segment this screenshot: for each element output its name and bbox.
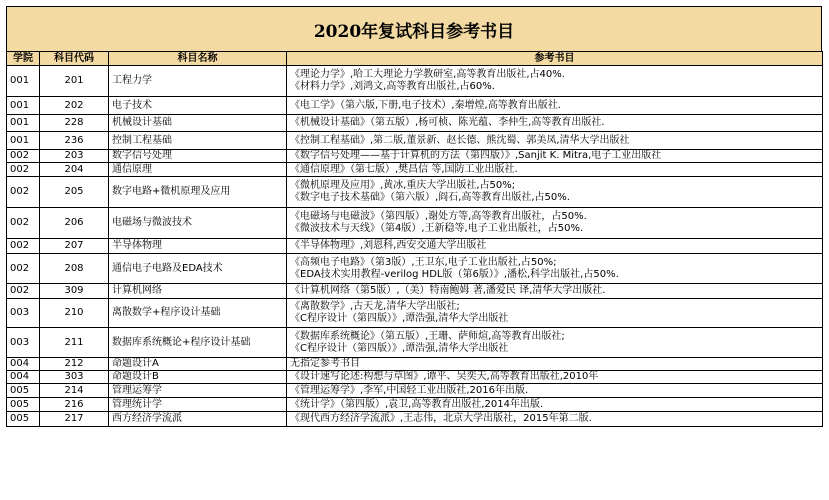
table-row [7,163,823,177]
cell-code: 236 [40,132,109,150]
cell-school: 002 [7,208,40,239]
cell-subject-name: 命题设计B [109,371,287,384]
reference-line: 《数字信号处理——基于计算机的方法（第四版）》,Sanjit K. Mitra,电子工业出版社 [290,150,662,161]
cell-subject-name: 西方经济学流派 [109,412,287,427]
cell-school: 002 [7,150,40,163]
cell-subject-name: 通信电子电路及EDA技术 [109,254,287,284]
cell-reference-books [287,97,823,115]
cell-reference-books [287,150,823,163]
cell-school: 001 [7,97,40,115]
cell-school: 003 [7,299,40,328]
cell-code: 217 [40,412,109,427]
cell-school: 001 [7,132,40,150]
reference-line: 《设计速写论述:构想与草图》,谭平、吴奕天,高等教育出版社,2010年 [290,371,599,382]
reference-line: 《C程序设计（第四版）》,谭浩强,清华大学出版社 [290,342,509,354]
header-name: 科目名称 [109,52,287,66]
reference-line: 《数字电子技术基础》（第六版）,阎石,高等教育出版社,占50%. [290,192,570,203]
cell-subject-name: 数字信号处理 [109,150,287,163]
reference-line: 《计算机网络（第5版）,（美）特南鲍姆 著,潘爱民 译,清华大学出版社. [290,285,606,296]
cell-subject-name: 命题设计A [109,358,287,371]
cell-reference-books [287,284,823,299]
header-school: 学院 [7,52,40,66]
cell-subject-name: 半导体物理 [109,239,287,254]
cell-code: 203 [40,150,109,163]
reference-line: 《电工学》（第六版,下册,电子技术）,秦增煌,高等教育出版社. [290,99,561,111]
table-row [7,371,823,384]
cell-reference-books [287,299,823,328]
cell-school: 005 [7,398,40,412]
cell-reference-books [287,412,823,427]
cell-subject-name: 管理统计学 [109,398,287,412]
cell-code: 228 [40,115,109,132]
cell-reference-books [287,177,823,208]
reference-line: 《通信原理》（第七版）,樊昌信 等,国防工业出版社. [290,163,518,175]
header-row [7,52,823,66]
cell-code: 201 [40,66,109,97]
cell-reference-books [287,328,823,358]
reference-line: 《高频电子电路》（第3版）,王卫东,电子工业出版社,占50%; [290,256,557,268]
cell-code: 204 [40,163,109,177]
reference-line: 《离散数学》,古天龙,清华大学出版社; [290,301,460,312]
cell-code: 208 [40,254,109,284]
cell-reference-books [287,208,823,239]
table-row [7,284,823,299]
reference-line: 《电磁场与电磁波》（第四版）,谢处方等,高等教育出版社，占50%. [290,211,587,222]
cell-subject-name: 数字电路+微机原理及应用 [109,177,287,208]
cell-subject-name: 离散数学+程序设计基础 [109,299,287,328]
cell-school: 003 [7,328,40,358]
reference-line: 《EDA技术实用教程-verilog HDL版（第6版）》,潘松,科学出版社,占50%. [290,268,619,280]
cell-subject-name: 机械设计基础 [109,115,287,132]
table-row [7,358,823,371]
cell-code: 212 [40,358,109,371]
table-row [7,384,823,398]
cell-reference-books [287,115,823,132]
table-row [7,66,823,97]
header-code: 科目代码 [40,52,109,66]
cell-code: 205 [40,177,109,208]
page-title: 2020年复试科目参考书目 [6,6,822,51]
cell-school: 002 [7,163,40,177]
cell-subject-name: 工程力学 [109,66,287,97]
cell-reference-books [287,66,823,97]
cell-reference-books [287,132,823,150]
reference-line: 《机械设计基础》（第五版）,杨可桢、陈光蕴、李仲生,高等教育出版社. [290,117,605,128]
cell-code: 211 [40,328,109,358]
reference-line: 无指定参考书目 [290,358,360,369]
cell-subject-name: 电子技术 [109,97,287,115]
cell-reference-books [287,163,823,177]
cell-school: 004 [7,371,40,384]
table-row [7,239,823,254]
cell-code: 214 [40,384,109,398]
cell-school: 002 [7,254,40,284]
cell-subject-name: 通信原理 [109,163,287,177]
table-row [7,299,823,328]
table-row [7,398,823,412]
reference-line: 《统计学》（第四版）,袁卫,高等教育出版社,2014年出版. [290,398,544,410]
cell-school: 001 [7,115,40,132]
reference-line: 《材料力学》,刘鸿文,高等教育出版社,占60%. [290,81,495,92]
cell-code: 206 [40,208,109,239]
cell-school: 002 [7,177,40,208]
cell-code: 309 [40,284,109,299]
cell-reference-books [287,254,823,284]
cell-subject-name: 管理运筹学 [109,384,287,398]
cell-reference-books [287,371,823,384]
reference-line: 《理论力学》,哈工大理论力学教研室,高等教育出版社,占40%. [290,69,565,80]
reference-line: 《控制工程基础》,第二版,董景新、赵长德、熊沈蜀、郭美凤,清华大学出版社 [290,134,630,146]
table-row [7,150,823,163]
cell-school: 001 [7,66,40,97]
reference-table [6,51,823,427]
table-row [7,328,823,358]
cell-subject-name: 控制工程基础 [109,132,287,150]
cell-school: 002 [7,239,40,254]
cell-school: 002 [7,284,40,299]
table-row [7,177,823,208]
table-row [7,115,823,132]
cell-subject-name: 计算机网络 [109,284,287,299]
reference-line: 《半导体物理》,刘恩科,西安交通大学出版社 [290,240,487,251]
table-row [7,132,823,150]
cell-school: 004 [7,358,40,371]
reference-book-sheet [6,6,822,427]
table-row [7,412,823,427]
reference-line: 《管理运筹学》,李军,中国轻工业出版社,2016年出版. [290,384,529,396]
cell-reference-books [287,358,823,371]
reference-line: 《C程序设计（第四版）》,谭浩强,清华大学出版社 [290,313,509,324]
table-row [7,254,823,284]
reference-line: 《微波技术与天线》（第4版）,王新稳等,电子工业出版社，占50%. [290,223,584,234]
cell-code: 202 [40,97,109,115]
cell-school: 005 [7,412,40,427]
cell-code: 303 [40,371,109,384]
reference-line: 《微机原理及应用》,黄冰,重庆大学出版社,占50%; [290,180,516,191]
cell-code: 210 [40,299,109,328]
header-ref: 参考书目 [287,52,823,66]
cell-reference-books [287,398,823,412]
table-row [7,97,823,115]
cell-code: 216 [40,398,109,412]
reference-line: 《现代西方经济学流派》,王志伟，北京大学出版社，2015年第二版. [290,413,592,424]
cell-code: 207 [40,239,109,254]
reference-line: 《数据库系统概论》（第五版）,王珊、萨师煊,高等教育出版社; [290,330,565,342]
cell-subject-name: 数据库系统概论+程序设计基础 [109,328,287,358]
table-row [7,208,823,239]
cell-subject-name: 电磁场与微波技术 [109,208,287,239]
cell-reference-books [287,239,823,254]
cell-school: 005 [7,384,40,398]
cell-reference-books [287,384,823,398]
